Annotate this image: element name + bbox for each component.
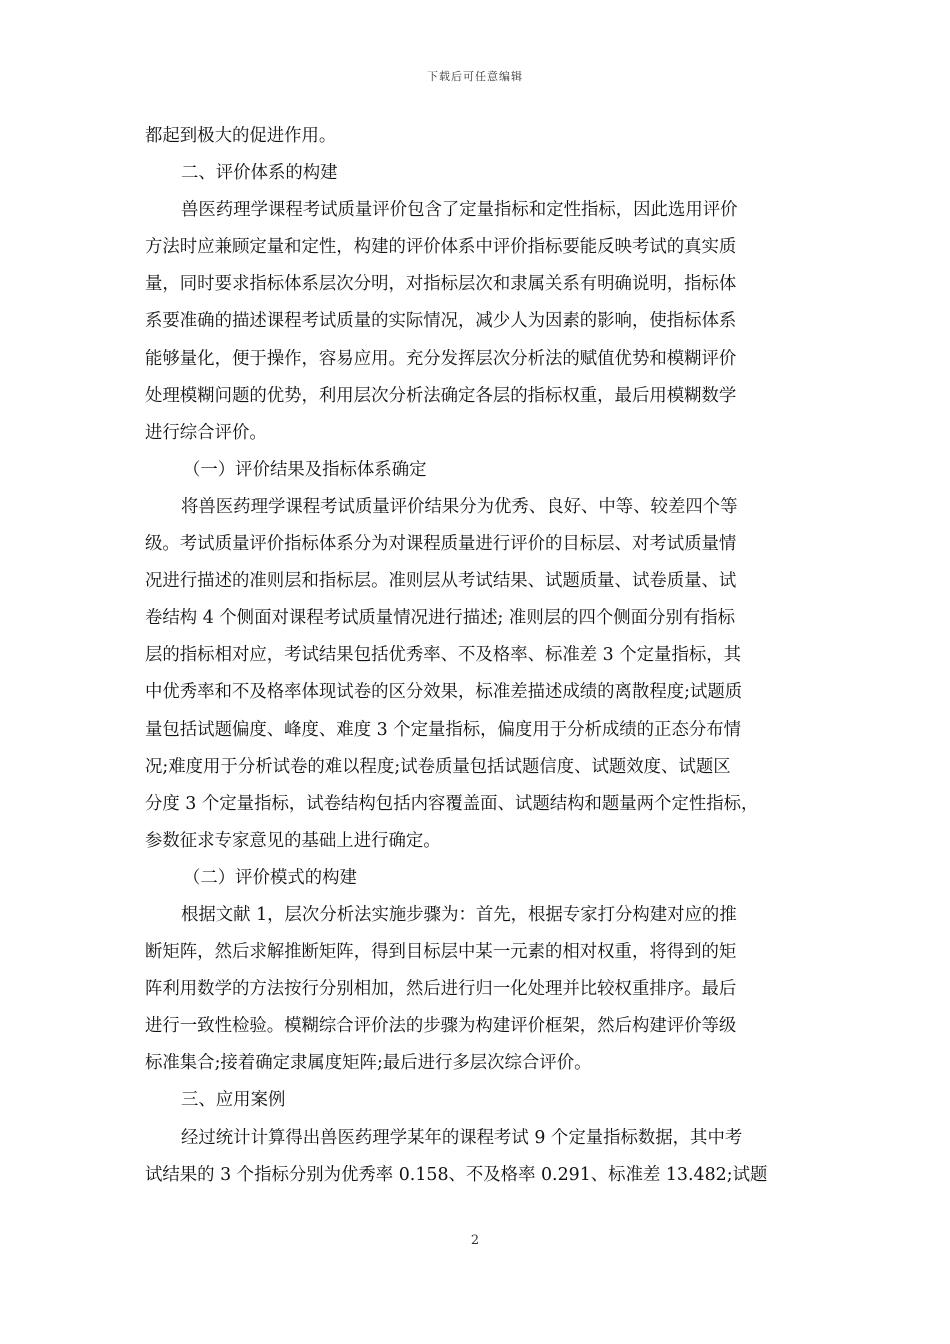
text-line: 系要准确的描述课程考试质量的实际情况，减少人为因素的影响，使指标体系 bbox=[145, 311, 737, 332]
text-line: 量包括试题偏度、峰度、难度 3 个定量指标，偏度用于分析成绩的正态分布情 bbox=[145, 719, 742, 740]
section-heading: 二、评价体系的构建 bbox=[181, 163, 338, 184]
text-line: 处理模糊问题的优势，利用层次分析法确定各层的指标权重，最后用模糊数学 bbox=[145, 385, 737, 406]
text-line: 况;难度用于分析试卷的难以程度;试卷质量包括试题信度、试题效度、试题区 bbox=[145, 756, 731, 777]
text-line: 进行综合评价。 bbox=[145, 422, 267, 443]
text-line: 层的指标相对应，考试结果包括优秀率、不及格率、标准差 3 个定量指标，其 bbox=[145, 645, 742, 666]
text-line: 将兽医药理学课程考试质量评价结果分为优秀、良好、中等、较差四个等 bbox=[181, 496, 738, 517]
text-line: 方法时应兼顾定量和定性，构建的评价体系中评价指标要能反映考试的真实质 bbox=[145, 237, 737, 258]
section-heading: 三、应用案例 bbox=[181, 1090, 286, 1111]
document-body bbox=[145, 118, 813, 1194]
text-line: 标准集合;接着确定隶属度矩阵;最后进行多层次综合评价。 bbox=[145, 1053, 592, 1074]
page-header: 下载后可任意编辑 bbox=[427, 70, 523, 83]
text-line: 根据文献 1，层次分析法实施步骤为：首先，根据专家打分构建对应的推 bbox=[181, 904, 737, 925]
subsection-heading: （二）评价模式的构建 bbox=[183, 867, 357, 888]
text-line: 试结果的 3 个指标分别为优秀率 0.158、不及格率 0.291、标准差 13.482;试题 bbox=[145, 1164, 768, 1185]
subsection-heading: （一）评价结果及指标体系确定 bbox=[183, 459, 427, 480]
text-line: 能够量化，便于操作，容易应用。充分发挥层次分析法的赋值优势和模糊评价 bbox=[145, 348, 737, 369]
text-line: 断矩阵，然后求解推断矩阵，得到目标层中某一元素的相对权重，将得到的矩 bbox=[145, 942, 737, 963]
text-line: 况进行描述的准则层和指标层。准则层从考试结果、试题质量、试卷质量、试 bbox=[145, 571, 737, 592]
text-line: 进行一致性检验。模糊综合评价法的步骤为构建评价框架，然后构建评价等级 bbox=[145, 1016, 737, 1037]
text-line: 兽医药理学课程考试质量评价包含了定量指标和定性指标，因此选用评价 bbox=[181, 200, 738, 221]
text-line: 分度 3 个定量指标，试卷结构包括内容覆盖面、试题结构和题量两个定性指标， bbox=[145, 793, 759, 814]
text-line: 都起到极大的促进作用。 bbox=[145, 126, 337, 146]
text-line: 级。考试质量评价指标体系分为对课程质量进行评价的目标层、对考试质量情 bbox=[145, 534, 737, 555]
text-line: 卷结构 4 个侧面对课程考试质量情况进行描述; 准则层的四个侧面分别有指标 bbox=[145, 608, 736, 629]
text-line: 参数征求专家意见的基础上进行确定。 bbox=[145, 830, 441, 851]
text-line: 阵利用数学的方法按行分别相加，然后进行归一化处理并比较权重排序。最后 bbox=[145, 979, 737, 1000]
text-line: 中优秀率和不及格率体现试卷的区分效果，标准差描述成绩的离散程度;试题质 bbox=[145, 682, 743, 703]
page-number: 2 bbox=[470, 1233, 480, 1248]
text-line: 量，同时要求指标体系层次分明，对指标层次和隶属关系有明确说明，指标体 bbox=[145, 274, 737, 295]
text-line: 经过统计计算得出兽医药理学某年的课程考试 9 个定量指标数据，其中考 bbox=[181, 1127, 743, 1148]
